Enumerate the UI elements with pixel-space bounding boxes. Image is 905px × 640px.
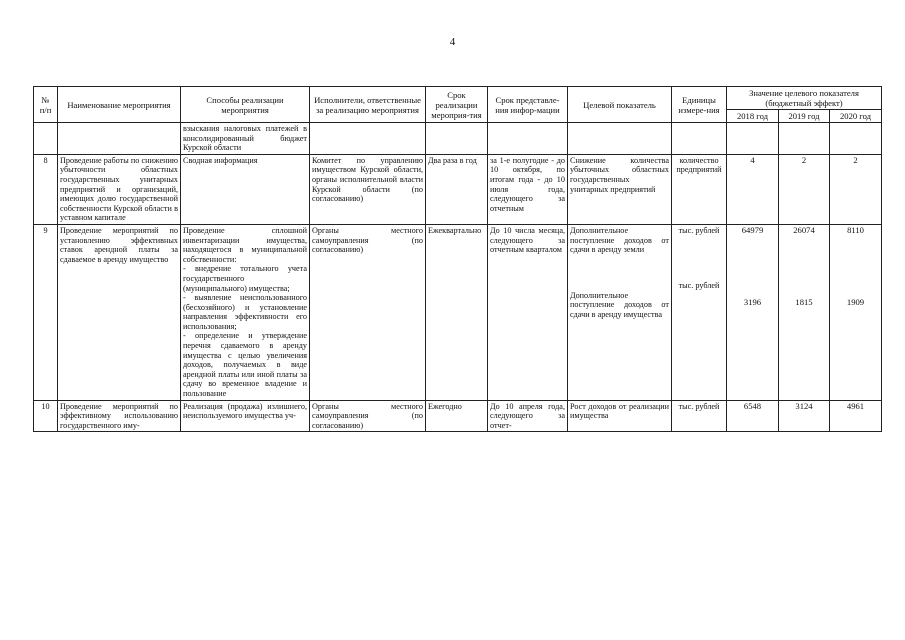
- table-row: [34, 154, 882, 224]
- cell-units: [672, 123, 727, 155]
- cell-2018: 6548: [727, 400, 779, 432]
- cell-num: [34, 123, 58, 155]
- value-property-2020: 1909: [846, 296, 865, 307]
- page-number: 4: [449, 36, 456, 48]
- spacer: [674, 236, 724, 281]
- cell-units: [672, 224, 727, 400]
- header-name: Наименование мероприятия: [58, 87, 181, 123]
- value-property-2019: 1815: [795, 296, 813, 307]
- spacer: [832, 236, 879, 298]
- cell-2019: 2: [779, 154, 830, 224]
- value-property-2018: 3196: [743, 296, 762, 307]
- header-target: Целевой показатель: [568, 87, 672, 123]
- measures-table-container: [33, 86, 882, 432]
- header-row-1: [34, 87, 882, 110]
- cell-units: количество предприятий: [672, 154, 727, 224]
- cell-2019: 3124: [779, 400, 830, 432]
- cell-term: Ежеквартально: [426, 224, 488, 400]
- cell-report: До 10 числа месяца, следующего за отчетным кварталом: [488, 224, 568, 400]
- cell-term: [426, 123, 488, 155]
- cell-2020: 4961: [830, 400, 882, 432]
- spacer: [729, 236, 776, 298]
- cell-report: за 1-е полугодие - до 10 октября, по итогам года - до 10 июля года, следующего за отчетным: [488, 154, 568, 224]
- cell-name: Проведение мероприятий по эффективному использованию государственного иму-: [58, 400, 181, 432]
- cell-num: 8: [34, 154, 58, 224]
- cell-num: 9: [34, 224, 58, 400]
- table-row: [34, 123, 882, 155]
- target-property: Дополнительное поступление доходов от сдачи в аренду имущества: [570, 290, 669, 319]
- header-executors: Исполнители, ответственные за реализацию мероприятия: [310, 87, 426, 123]
- cell-target: Снижение количества убыточных областных государственных унитарных предприятий: [568, 154, 672, 224]
- cell-report: [488, 123, 568, 155]
- cell-name: Проведение работы по снижению убыточности областных государственных унитарных предприятий и организаций, имеющих долю государственной собственности Курской области в уставном капитале: [58, 154, 181, 224]
- cell-target: [568, 123, 672, 155]
- cell-report: До 10 апреля года, следующего за отчет-: [488, 400, 568, 432]
- cell-executors: [310, 123, 426, 155]
- value-land-2020: 8110: [847, 224, 864, 235]
- table-row: [34, 400, 882, 432]
- cell-2018: [727, 123, 779, 155]
- units-property: тыс. рублей: [678, 280, 720, 290]
- cell-2019: [779, 224, 830, 400]
- cell-methods: Проведение сплошной инвентаризации имущества, находящегося в муниципальной собственности: - внедрение тотального учета государственного (муниципального) имущества; - выявление неиспользованного (бесхозяйного) и установление направления эффективности его использования; - определение и утверждение перечня сдаваемого в аренду имущества с целью увеличения доходов, получаемых в виде арендной платы или иной платы за сдачу во временное владение и пользование: [181, 224, 310, 400]
- measures-table: [33, 86, 882, 432]
- cell-methods: Реализация (продажа) излишнего, неиспользуемого имущества уч-: [181, 400, 310, 432]
- header-year-2019: 2019 год: [779, 110, 830, 123]
- header-report: Срок представле-ния инфор-мации: [488, 87, 568, 123]
- cell-2018: 4: [727, 154, 779, 224]
- header-value: Значение целевого показателя (бюджетный эффект): [727, 87, 882, 110]
- cell-name: Проведение мероприятий по установлению эффективных ставок арендной платы за сдаваемое в аренду имущество: [58, 224, 181, 400]
- cell-2020: [830, 123, 882, 155]
- cell-num: 10: [34, 400, 58, 432]
- header-year-2018: 2018 год: [727, 110, 779, 123]
- target-land: Дополнительное поступление доходов от сдачи в аренду земли: [570, 225, 669, 255]
- cell-methods: Сводная информация: [181, 154, 310, 224]
- cell-target: [568, 224, 672, 400]
- cell-term: Ежегодно: [426, 400, 488, 432]
- header-term: Срок реализации мероприя-тия: [426, 87, 488, 123]
- cell-executors: Комитет по управлению имуществом Курской области, органы исполнительной власти Курской области (по согласованию): [310, 154, 426, 224]
- value-land-2018: 64979: [741, 224, 764, 235]
- cell-executors: Органы местного самоуправления (по согласованию): [310, 400, 426, 432]
- cell-2020: [830, 224, 882, 400]
- cell-target: Рост доходов от реализации имущества: [568, 400, 672, 432]
- cell-executors: Органы местного самоуправления (по согласованию): [310, 224, 426, 400]
- header-num: № п/п: [34, 87, 58, 123]
- header-methods: Способы реализации мероприятия: [181, 87, 310, 123]
- cell-term: Два раза в год: [426, 154, 488, 224]
- header-year-2020: 2020 год: [830, 110, 882, 123]
- cell-2018: [727, 224, 779, 400]
- cell-units: тыс. рублей: [672, 400, 727, 432]
- cell-2020: 2: [830, 154, 882, 224]
- cell-name: [58, 123, 181, 155]
- table-row: [34, 224, 882, 400]
- spacer: [570, 255, 669, 291]
- value-land-2019: 26074: [793, 224, 815, 235]
- cell-methods: взыскания налоговых платежей в консолидированный бюджет Курской области: [181, 123, 310, 155]
- cell-2019: [779, 123, 830, 155]
- spacer: [781, 236, 827, 298]
- units-land: тыс. рублей: [678, 225, 720, 235]
- header-units: Единицы измере-ния: [672, 87, 727, 123]
